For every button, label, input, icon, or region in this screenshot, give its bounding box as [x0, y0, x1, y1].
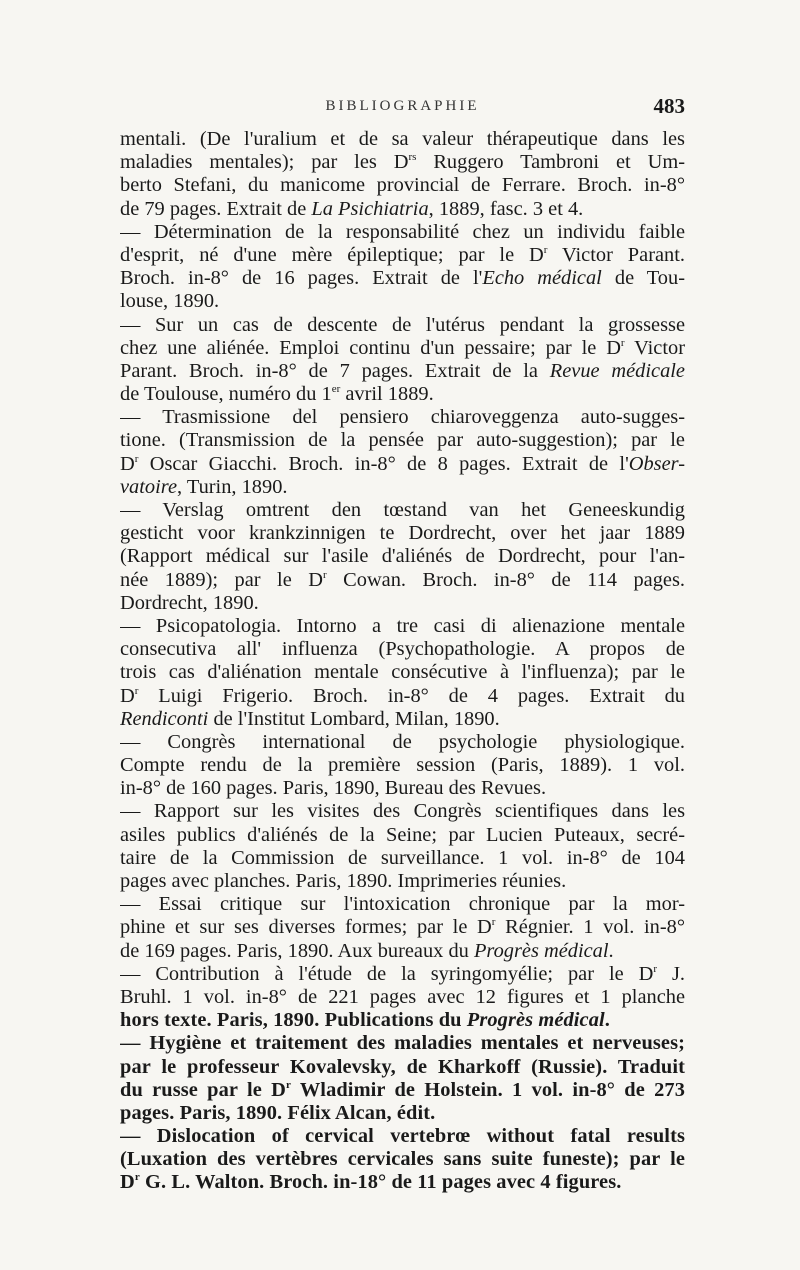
text-line: — Sur un cas de descente de l'utérus pendant la grossesse [120, 313, 685, 336]
text-line: — Contribution à l'étude de la syringomyélie; par le $D^r$ J. [120, 962, 685, 985]
text-line: Rendiconti de l'Institut Lombard, Milan, 1890. [120, 707, 500, 730]
text-line: Bruhl. 1 vol. in-8° de 221 pages avec 12 figures et 1 planche [120, 985, 685, 1008]
text-line: Broch. in-8° de 16 pages. Extrait de l'Echo médical de Tou- [120, 267, 685, 290]
text-line: — Essai critique sur l'intoxication chronique par la mor- [120, 893, 685, 916]
text-line: de 169 pages. Paris, 1890. Aux bureaux du Progrès médical. [120, 939, 614, 962]
running-head: BIBLIOGRAPHIE [325, 98, 480, 114]
bibliography-text [120, 128, 685, 1195]
text-line: chez une aliénée. Emploi continu d'un pessaire; par le $D^r$ Victor [120, 336, 685, 359]
page-number: 483 [653, 94, 685, 118]
text-line: de 79 pages. Extrait de La Psichiatria, 1889, fasc. 3 et 4. [120, 197, 584, 220]
text-line: Dordrecht, 1890. [120, 591, 259, 614]
text-line: — Psicopatologia. Intorno a tre casi di alienazione mentale [120, 614, 685, 637]
text-line: mentali. (De l'uralium et de sa valeur thérapeutique dans les [120, 128, 685, 150]
text-line: (Rapport médical sur l'asile d'aliénés de Dordrecht, pour l'an- [120, 545, 685, 568]
page-header [120, 94, 685, 128]
text-line: — Trasmissione del pensiero chiaroveggenza auto-sugges- [120, 406, 685, 429]
text-line: gesticht voor krankzinnigen te Dordrecht, over het jaar 1889 [120, 522, 685, 545]
text-line: de Toulouse, numéro du 1er avril 1889. [120, 383, 434, 406]
text-line: $D^r$ Luigi Frigerio. Broch. in-8° de 4 pages. Extrait du [120, 684, 685, 707]
text-line: berto Stefani, du manicome provincial de Ferrare. Broch. in-8° [120, 174, 685, 197]
text-line: née 1889); par le $D^r$ Cowan. Broch. in-8° de 114 pages. [120, 568, 685, 591]
text-line: Compte rendu de la première session (Paris, 1889). 1 vol. [120, 754, 685, 777]
text-line: pages. Paris, 1890. Félix Alcan, édit. [120, 1101, 436, 1124]
text-line: — Verslag omtrent den tœstand van het Geneeskundig [120, 499, 685, 521]
text-line: d'esprit, né d'une mère épileptique; par le $D^r$ Victor Parant. [120, 243, 685, 266]
text-line: phine et sur ses diverses formes; par le $D^r$ Régnier. 1 vol. in-8° [120, 916, 685, 939]
text-line: $D^r$ Oscar Giacchi. Broch. in-8° de 8 pages. Extrait de l'Obser- [120, 452, 685, 475]
text-line: — Détermination de la responsabilité chez un individu faible [120, 220, 685, 243]
text-line: vatoire, Turin, 1890. [120, 475, 288, 498]
text-line: hors texte. Paris, 1890. Publications du Progrès médical. [120, 1009, 610, 1032]
text-line: — Dislocation of cervical vertebrœ without fatal results [120, 1125, 685, 1148]
text-line: par le professeur Kovalevsky, de Kharkoff (Russie). Traduit [120, 1055, 685, 1078]
text-line: — Hygiène et traitement des maladies mentales et nerveuses; [120, 1032, 685, 1055]
text-line: trois cas d'aliénation mentale consécutive à l'influenza); par le [120, 661, 685, 684]
text-line: maladies mentales); par les $D^{rs}$ Ruggero Tambroni et Um- [120, 151, 685, 174]
text-line: asiles publics d'aliénés de la Seine; par Lucien Puteaux, secré- [120, 823, 685, 846]
text-line: pages avec planches. Paris, 1890. Imprimeries réunies. [120, 870, 567, 892]
text-line: du russe par le $D^r$ Wladimir de Holstein. 1 vol. in-8° de 273 [120, 1078, 685, 1101]
text-line: Parant. Broch. in-8° de 7 pages. Extrait de la Revue médicale [120, 359, 685, 382]
text-line: $D^r$ G. L. Walton. Broch. in-18° de 11 pages avec 4 figures. [120, 1171, 622, 1194]
text-line: tione. (Transmission de la pensée par auto-suggestion); par le [120, 429, 685, 452]
text-line: taire de la Commission de surveillance. 1 vol. in-8° de 104 [120, 846, 685, 869]
text-line: — Congrès international de psychologie physiologique. [120, 730, 685, 753]
text-line: — Rapport sur les visites des Congrès scientifiques dans les [120, 800, 685, 823]
text-line: consecutiva all' influenza (Psychopathologie. A propos de [120, 638, 685, 661]
text-line: louse, 1890. [120, 290, 220, 313]
text-line: (Luxation des vertèbres cervicales sans suite funeste); par le [120, 1148, 685, 1171]
text-line: in-8° de 160 pages. Paris, 1890, Bureau des Revues. [120, 777, 547, 800]
